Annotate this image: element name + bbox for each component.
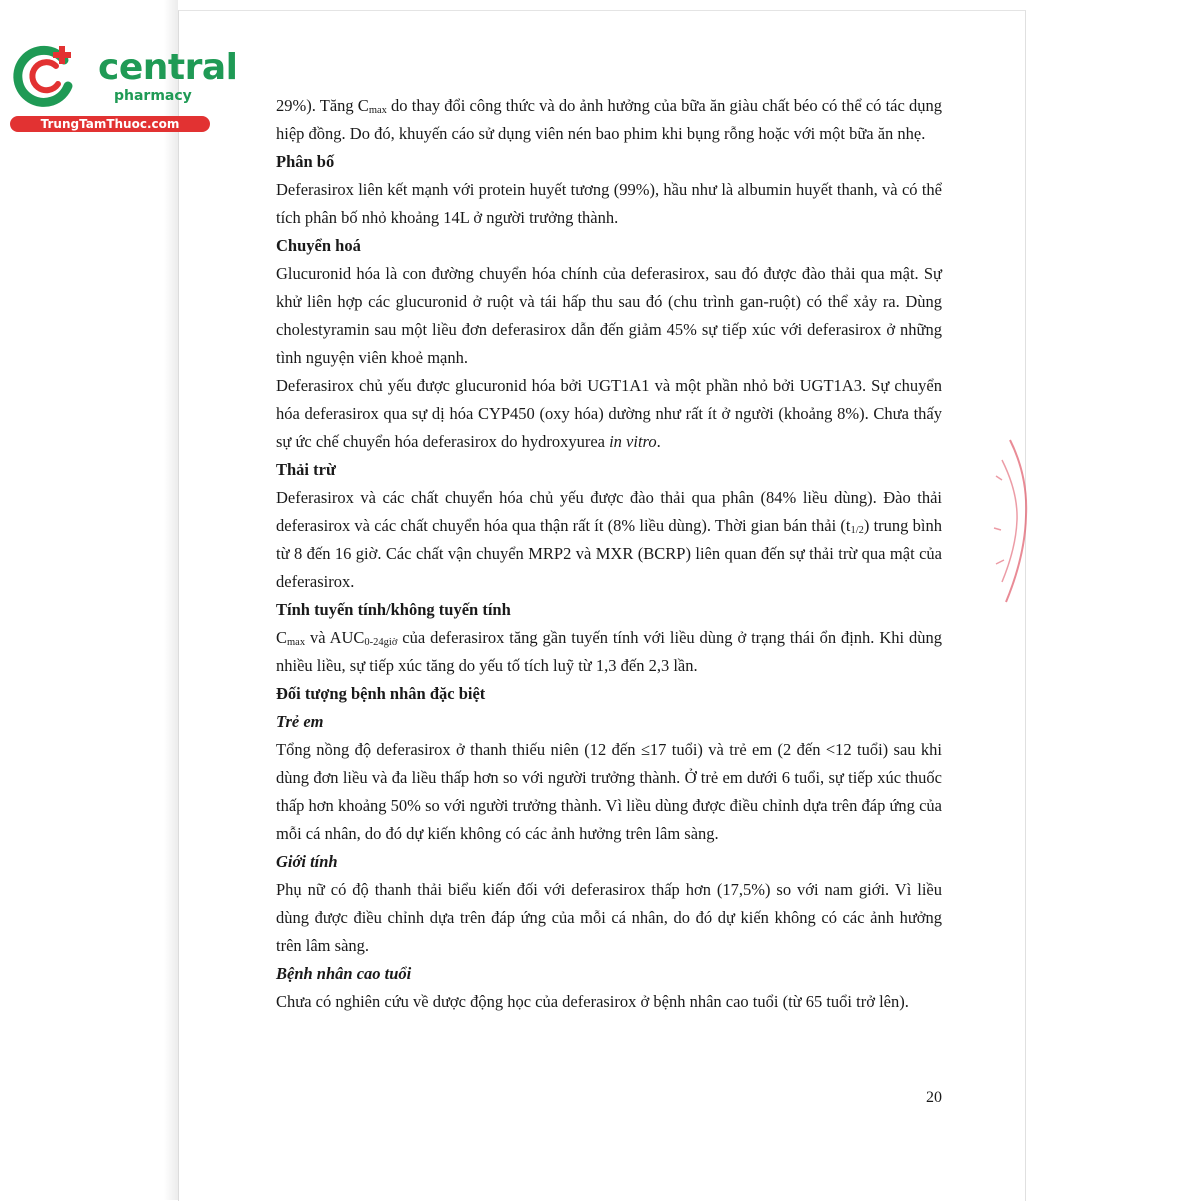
paragraph-absorption: 29%). Tăng $C_{max}$ do thay đổi công thức và do ảnh hưởng của bữa ăn giàu chất béo có thể có tác dụng hiệp đồng. Do đó, khuyến cáo sử dụng viên nén bao phim khi bụng rỗng hoặc với một bữa ăn nhẹ. xyxy=(276,96,942,143)
logo-sub-text: pharmacy xyxy=(114,88,192,104)
paragraph-tuyen-tinh: $C_{max}$ và $AUC_{0-24giờ}$ của deferasirox tăng gần tuyến tính với liều dùng ở trạng thái ổn định. Khi dùng nhiều liều, sự tiếp xúc tăng do yếu tố tích luỹ từ 1,3 đến 2,3 lần. xyxy=(276,628,943,675)
paragraph-chuyen-hoa-2: Deferasirox chủ yếu được glucuronid hóa bởi UGT1A1 và một phần nhỏ bởi UGT1A3. Sự chuyển hóa deferasirox qua sự dị hóa CYP450 (oxy hóa) dường như rất ít ở người (khoảng 8%). Chưa thấy sự ức chế chuyển hóa deferasirox do hydroxyurea in vitro. xyxy=(276,376,942,451)
red-seal-stamp xyxy=(992,436,1032,606)
subheading-tre-em: Trẻ em xyxy=(276,712,324,731)
paragraph-gioi-tinh: Phụ nữ có độ thanh thải biểu kiến đối với deferasirox thấp hơn (17,5%) so với nam giới. Vì liều dùng được điều chỉnh dựa trên đáp ứng của mỗi cá nhân, do đó dự kiến không có các ảnh hưởng trên lâm sàng. xyxy=(276,880,942,955)
heading-doi-tuong: Đối tượng bệnh nhân đặc biệt xyxy=(276,684,486,703)
paragraph-tre-em: Tổng nồng độ deferasirox ở thanh thiếu niên (12 đến ≤17 tuổi) và trẻ em (2 đến <12 tuổi) sau khi dùng đơn liều và đa liều thấp hơn so với người trưởng thành. Ở trẻ em dưới 6 tuổi, sự tiếp xúc thuốc thấp hơn khoảng 50% so với người trưởng thành. Vì liều dùng được điều chỉnh dựa trên đáp ứng của mỗi cá nhân, do đó dự kiến không có các ảnh hưởng trên lâm sàng. xyxy=(276,740,942,843)
paragraph-thai-tru: Deferasirox và các chất chuyển hóa chủ yếu được đào thải qua phân (84% liều dùng). Đào thải deferasirox và các chất chuyển hóa qua thận rất ít (8% liều dùng). Thời gian bán thải $(t_{1/2})$ trung bình từ 8 đến 16 giờ. Các chất vận chuyển MRP2 và MXR (BCRP) liên quan đến sự thải trừ qua mật của deferasirox. xyxy=(276,488,942,591)
subheading-gioi-tinh: Giới tính xyxy=(276,852,338,871)
central-pharmacy-logo[interactable] xyxy=(10,36,238,136)
scan-background xyxy=(0,0,178,1200)
heading-chuyen-hoa: Chuyển hoá xyxy=(276,236,361,255)
paragraph-cao-tuoi: Chưa có nghiên cứu về dược động học của deferasirox ở bệnh nhân cao tuổi (từ 65 tuổi trở lên). xyxy=(276,992,909,1011)
heading-thai-tru: Thải trừ xyxy=(276,460,336,479)
heading-phan-bo: Phân bố xyxy=(276,152,335,171)
paragraph-phan-bo: Deferasirox liên kết mạnh với protein huyết tương (99%), hầu như là albumin huyết thanh, và có thể tích phân bố nhỏ khoảng 14L ở người trưởng thành. xyxy=(276,180,942,227)
document-body xyxy=(276,92,942,1016)
paragraph-chuyen-hoa-1: Glucuronid hóa là con đường chuyển hóa chính của deferasirox, sau đó được đào thải qua mật. Sự khử liên hợp các glucuronid ở ruột và tái hấp thu sau đó (chu trình gan-ruột) có thể xảy ra. Dùng cholestyramin sau một liều đơn deferasirox dẫn đến giảm 45% sự tiếp xúc với deferasirox ở những tình nguyện viên khoẻ mạnh. xyxy=(276,264,942,367)
subheading-cao-tuoi: Bệnh nhân cao tuổi xyxy=(276,964,412,983)
logo-brand-text: central xyxy=(98,47,238,88)
heading-tuyen-tinh: Tính tuyến tính/không tuyến tính xyxy=(276,600,511,619)
page-number: 20 xyxy=(926,1089,942,1106)
logo-url-badge[interactable]: TrungTamThuoc.com xyxy=(10,116,210,132)
pharmacy-cross-icon xyxy=(12,42,78,108)
